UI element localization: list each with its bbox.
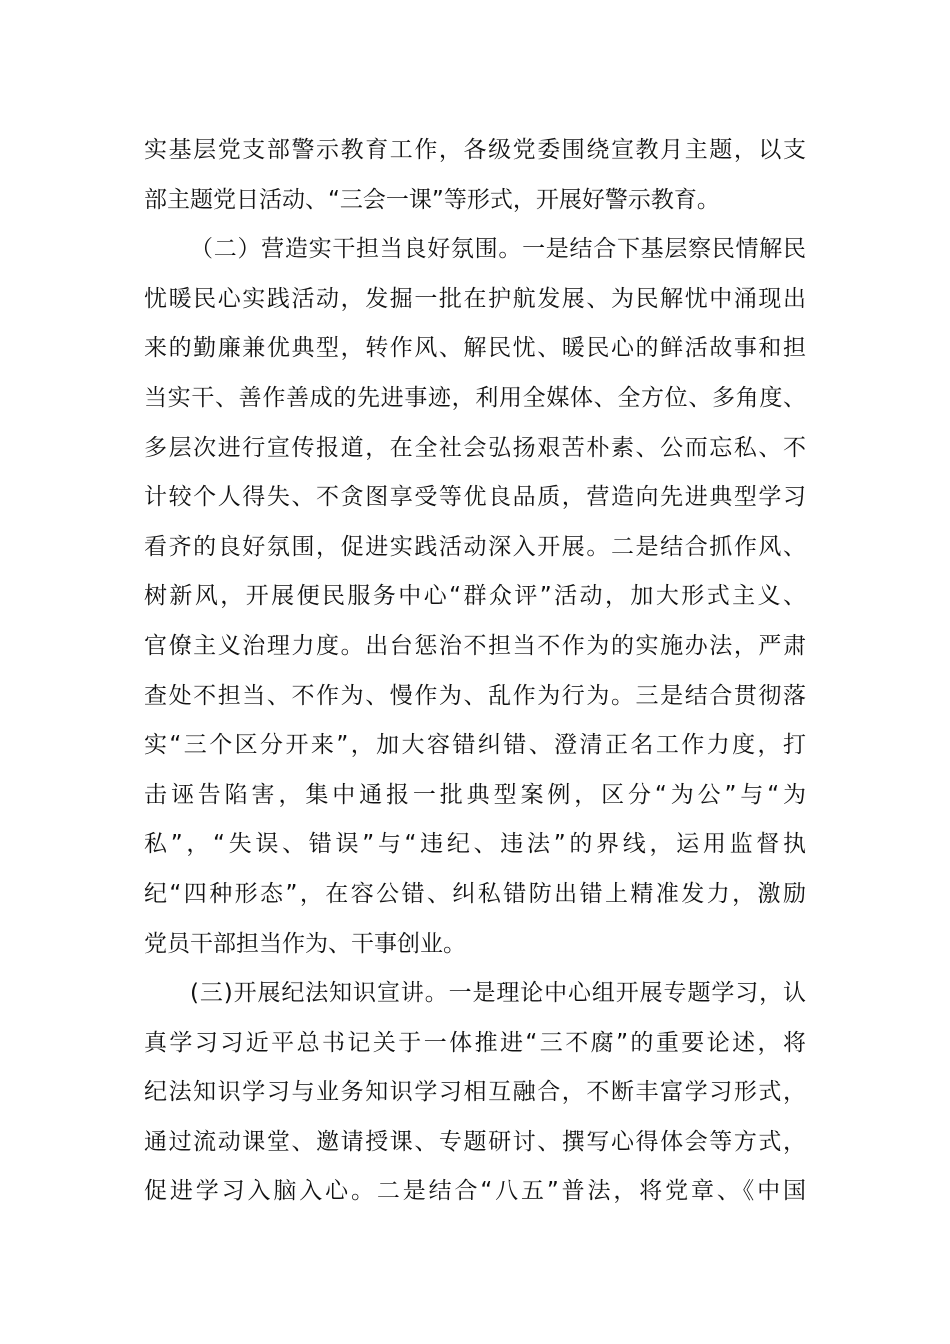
- text-line: 纪法知识学习与业务知识学习相互融合，不断丰富学习形式，: [144, 1079, 806, 1106]
- text-line: 忧暖民心实践活动，发掘一批在护航发展、为民解忧中涌现出: [144, 285, 806, 312]
- text-line: 多层次进行宣传报道，在全社会弘扬艰苦朴素、公而忘私、不: [144, 434, 806, 461]
- text-line: 计较个人得失、不贪图享受等优良品质，营造向先进典型学习: [144, 484, 806, 511]
- text-line: 党员干部担当作为、干事创业。: [144, 930, 466, 957]
- paragraph-heading-line: (三)开展纪法知识宣讲。一是理论中心组开展专题学习，认: [190, 980, 806, 1007]
- document-body: [144, 126, 806, 1217]
- text-line: 查处不担当、不作为、慢作为、乱作为行为。三是结合贯彻落: [144, 682, 806, 709]
- text-line: 官僚主义治理力度。出台惩治不担当不作为的实施办法，严肃: [144, 632, 806, 659]
- text-line: 看齐的良好氛围，促进实践活动深入开展。二是结合抓作风、: [144, 533, 806, 560]
- text-line: 击诬告陷害，集中通报一批典型案例，区分“为公”与“为: [144, 781, 806, 808]
- text-line: 私”，“失误、错误”与“违纪、违法”的界线，运用监督执: [144, 831, 806, 858]
- text-line: 树新风，开展便民服务中心“群众评”活动，加大形式主义、: [144, 583, 806, 610]
- text-line: 通过流动课堂、邀请授课、专题研讨、撰写心得体会等方式，: [144, 1128, 806, 1155]
- text-line: 当实干、善作善成的先进事迹，利用全媒体、全方位、多角度、: [144, 384, 806, 411]
- text-line: 实基层党支部警示教育工作，各级党委围绕宣教月主题，以支: [144, 137, 806, 163]
- text-line: 来的勤廉兼优典型，转作风、解民忧、暖民心的鲜活故事和担: [144, 335, 806, 362]
- text-line: 实“三个区分开来”，加大容错纠错、澄清正名工作力度，打: [144, 732, 806, 759]
- paragraph-heading-line: （二）营造实干担当良好氛围。一是结合下基层察民情解民: [190, 236, 806, 263]
- text-line: 真学习习近平总书记关于一体推进“三不腐”的重要论述，将: [144, 1029, 806, 1056]
- text-line: 纪“四种形态”，在容公错、纠私错防出错上精准发力，激励: [144, 880, 806, 907]
- text-line: 促进学习入脑入心。二是结合“八五”普法，将党章、《中国: [144, 1178, 806, 1205]
- text-line: 部主题党日活动、“三会一课”等形式，开展好警示教育。: [144, 186, 720, 213]
